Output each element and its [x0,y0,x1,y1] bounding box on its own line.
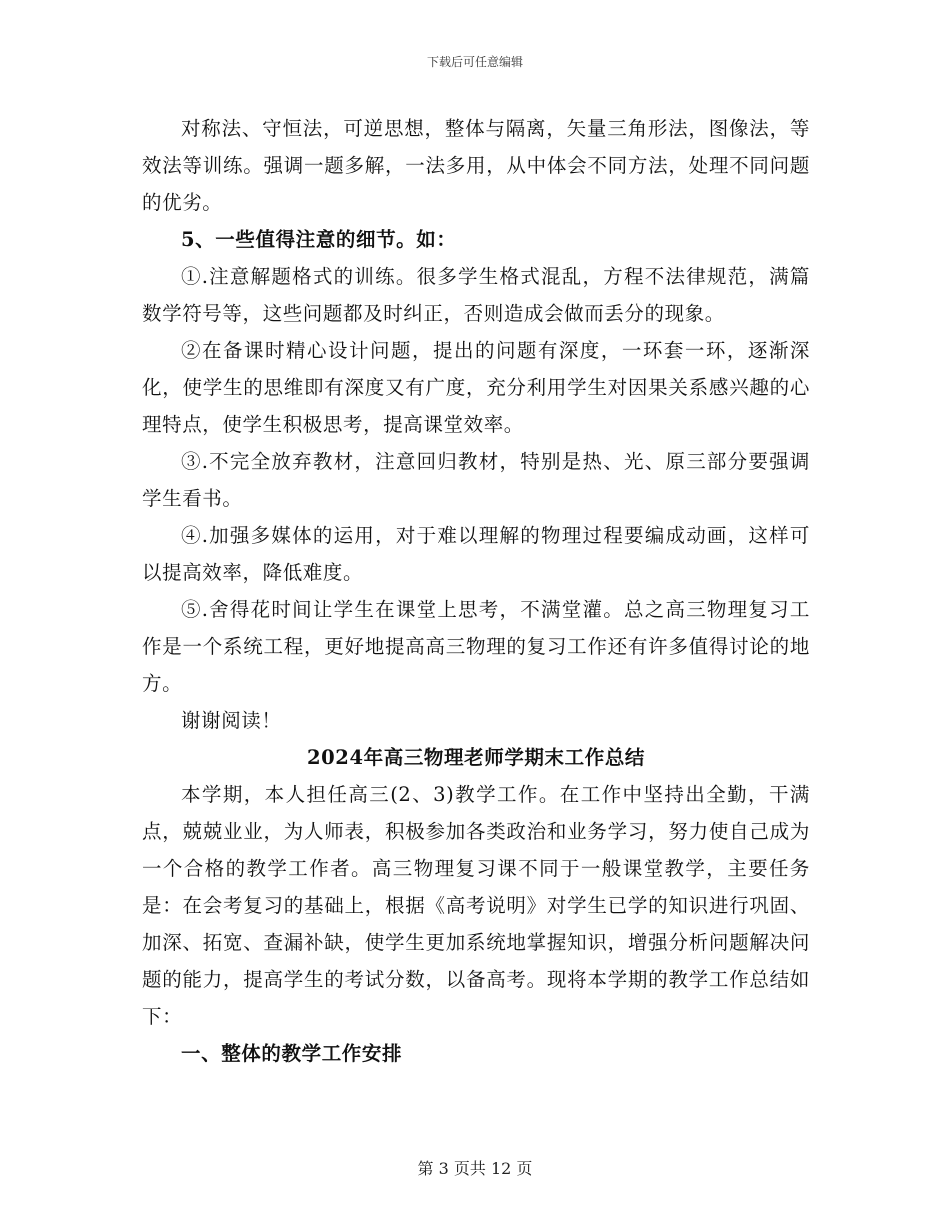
page-footer: 第 3 页共 12 页 [417,1159,533,1178]
paragraph-methods: 对称法、守恒法，可逆思想，整体与隔离，矢量三角形法，图像法，等效法等训练。强调一题多解，一法多用，从中体会不同方法，处理不同问题的优劣。 [142,117,810,214]
paragraph-item-5: ⑤.舍得花时间让学生在课堂上思考，不满堂灌。总之高三物理复习工作是一个系统工程，更好地提高高三物理的复习工作还有许多值得讨论的地方。 [142,598,810,695]
paragraph-item-4: ④.加强多媒体的运用，对于难以理解的物理过程要编成动画，这样可以提高效率，降低难度。 [142,524,810,584]
paragraph-intro: 本学期，本人担任高三(2、3)教学工作。在工作中坚持出全勤，干满点，兢兢业业，为人师表，积极参加各类政治和业务学习，努力使自己成为一个合格的教学工作者。高三物理复习课不同于一般课堂教学，主要任务是：在会考复习的基础上，根据《高考说明》对学生已学的知识进行巩固、加深、拓宽、查漏补缺，使学生更加系统地掌握知识，增强分析问题解决问题的能力，提高学生的考试分数，以备高考。现将本学期的教学工作总结如下： [142,783,810,1028]
section-heading-overall: 一、整体的教学工作安排 [181,1042,403,1065]
paragraph-item-2: ②在备课时精心设计问题，提出的问题有深度，一环套一环，逐渐深化，使学生的思维即有深度又有广度，充分利用学生对因果关系感兴趣的心理特点，使学生积极思考，提高课堂效率。 [142,339,810,436]
paragraph-item-3: ③.不完全放弃教材，注意回归教材，特别是热、光、原三部分要强调学生看书。 [142,450,810,510]
document-title: 2024年高三物理老师学期末工作总结 [306,746,646,769]
thanks-text: 谢谢阅读！ [181,709,282,732]
paragraph-item-1: ①.注意解题格式的训练。很多学生格式混乱，方程不法律规范，满篇数学符号等，这些问题都及时纠正，否则造成会做而丢分的现象。 [142,265,810,325]
document-body [142,110,810,1072]
section-heading-details: 5、一些值得注意的细节。如： [181,228,457,251]
page-header: 下载后可任意编辑 [426,55,523,69]
